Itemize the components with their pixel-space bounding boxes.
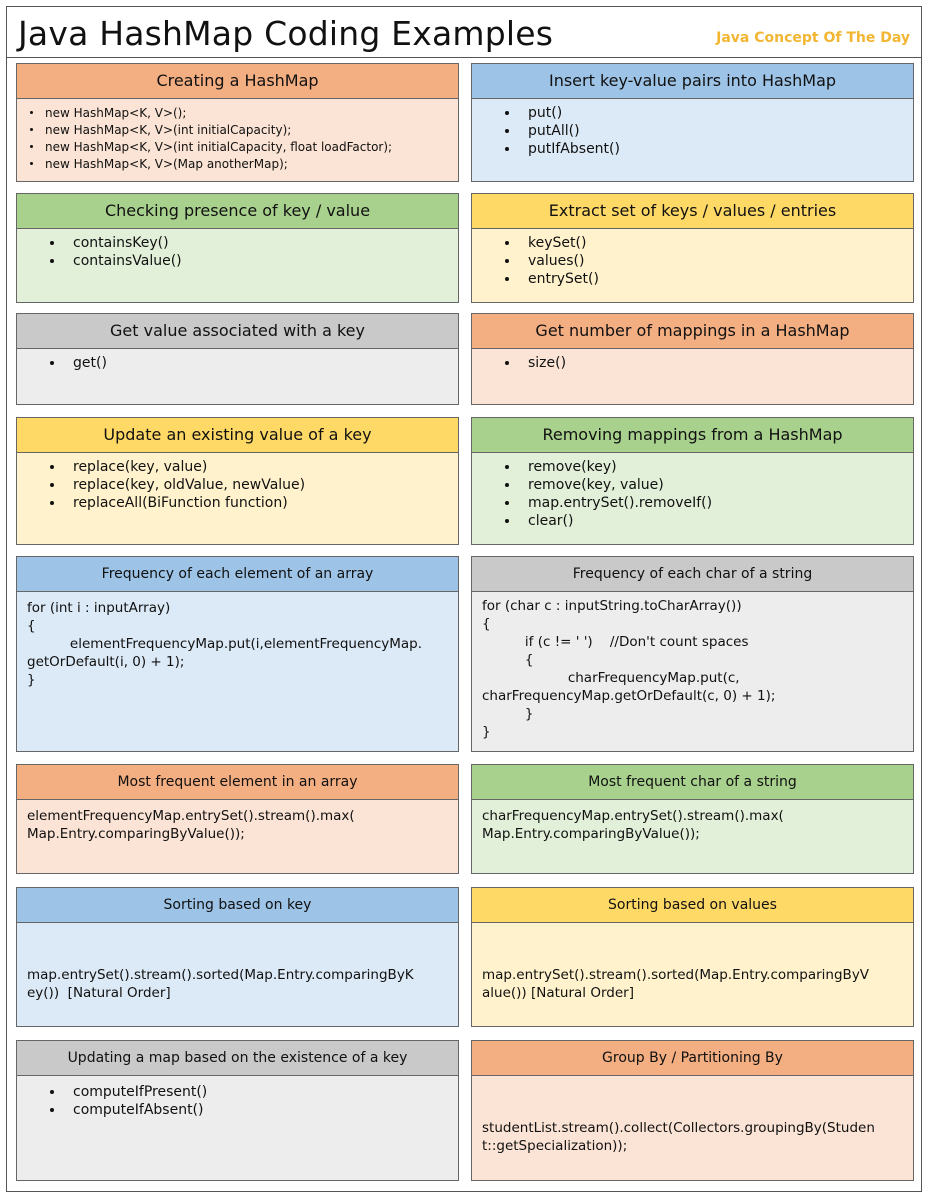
code-snippet: elementFrequencyMap.entrySet().stream().max( Map.Entry.comparingByValue()); — [27, 808, 355, 842]
list-item: size() — [482, 354, 903, 372]
list-item: map.entrySet().removeIf() — [482, 494, 903, 512]
card-mapping-count — [471, 313, 914, 405]
card-title: Most frequent element in an array — [17, 765, 458, 800]
code-snippet — [482, 1083, 903, 1181]
grouping-by-code: studentList.stream().collect(Collectors.groupingBy(Studen t::getSpecialization)); — [482, 1120, 875, 1154]
list-item: putAll() — [482, 122, 903, 140]
page-title: Java HashMap Coding Examples — [18, 14, 554, 53]
method-list — [27, 234, 448, 270]
natural-order-code: map.entrySet().stream().sorted(Map.Entry.comparingByK ey()) [Natural Order] — [27, 967, 414, 1001]
card-most-frequent-char — [471, 764, 914, 874]
brand-label: Java Concept Of The Day — [716, 30, 910, 46]
card-title: Creating a HashMap — [17, 64, 458, 99]
list-item: clear() — [482, 512, 903, 530]
list-item: new HashMap<K, V>(Map anotherMap); — [27, 156, 448, 173]
card-extract-sets — [471, 193, 914, 303]
method-list — [27, 354, 448, 372]
method-list — [482, 104, 903, 158]
card-get-value — [16, 313, 459, 405]
card-removing-mappings — [471, 417, 914, 545]
card-checking-presence — [16, 193, 459, 303]
constructor-list — [27, 105, 448, 173]
card-creating-hashmap — [16, 63, 459, 182]
card-title: Update an existing value of a key — [17, 418, 458, 453]
card-title: Get value associated with a key — [17, 314, 458, 349]
card-sort-by-value — [471, 887, 914, 1027]
list-item: entrySet() — [482, 270, 903, 288]
card-most-frequent-element — [16, 764, 459, 874]
list-item: computeIfPresent() — [27, 1083, 448, 1101]
card-updating-map — [16, 1040, 459, 1181]
list-item: new HashMap<K, V>(int initialCapacity, float loadFactor); — [27, 139, 448, 156]
list-item: replace(key, oldValue, newValue) — [27, 476, 448, 494]
list-item: computeIfAbsent() — [27, 1101, 448, 1119]
list-item: get() — [27, 354, 448, 372]
card-title: Updating a map based on the existence of a key — [17, 1041, 458, 1076]
card-title: Most frequent char of a string — [472, 765, 913, 800]
method-list — [482, 458, 903, 530]
list-item: new HashMap<K, V>(int initialCapacity); — [27, 122, 448, 139]
list-item: keySet() — [482, 234, 903, 252]
list-item: replace(key, value) — [27, 458, 448, 476]
card-title: Group By / Partitioning By — [472, 1041, 913, 1076]
card-sort-by-key — [16, 887, 459, 1027]
card-title: Get number of mappings in a HashMap — [472, 314, 913, 349]
card-frequency-array — [16, 556, 459, 752]
card-title: Insert key-value pairs into HashMap — [472, 64, 913, 99]
card-title: Sorting based on values — [472, 888, 913, 923]
card-title: Checking presence of key / value — [17, 194, 458, 229]
list-item: remove(key, value) — [482, 476, 903, 494]
page-header — [6, 6, 922, 58]
code-snippet — [27, 930, 448, 1027]
code-snippet: for (char c : inputString.toCharArray()) { if (c != ' ') //Don't count spaces { charFrequencyMap.put(c, charFrequencyMap.getOrDefault(c, 0) + 1); } } — [482, 598, 776, 740]
card-title: Frequency of each element of an array — [17, 557, 458, 592]
list-item: values() — [482, 252, 903, 270]
card-update-value — [16, 417, 459, 545]
card-title: Removing mappings from a HashMap — [472, 418, 913, 453]
card-insert-pairs — [471, 63, 914, 182]
list-item: remove(key) — [482, 458, 903, 476]
list-item: replaceAll(BiFunction function) — [27, 494, 448, 512]
card-title: Extract set of keys / values / entries — [472, 194, 913, 229]
method-list — [482, 234, 903, 288]
code-snippet: charFrequencyMap.entrySet().stream().max( Map.Entry.comparingByValue()); — [482, 808, 784, 842]
method-list — [27, 1083, 448, 1119]
method-list — [482, 354, 903, 372]
card-frequency-string — [471, 556, 914, 752]
code-snippet: for (int i : inputArray) { elementFrequencyMap.put(i,elementFrequencyMap. getOrDefault(i, 0) + 1); } — [27, 600, 423, 688]
list-item: containsKey() — [27, 234, 448, 252]
code-snippet — [482, 930, 903, 1027]
natural-order-code: map.entrySet().stream().sorted(Map.Entry.comparingByV alue()) [Natural Order] — [482, 967, 870, 1001]
method-list — [27, 458, 448, 512]
list-item: putIfAbsent() — [482, 140, 903, 158]
card-title: Frequency of each char of a string — [472, 557, 913, 592]
card-group-by — [471, 1040, 914, 1181]
list-item: new HashMap<K, V>(); — [27, 105, 448, 122]
list-item: containsValue() — [27, 252, 448, 270]
card-title: Sorting based on key — [17, 888, 458, 923]
list-item: put() — [482, 104, 903, 122]
